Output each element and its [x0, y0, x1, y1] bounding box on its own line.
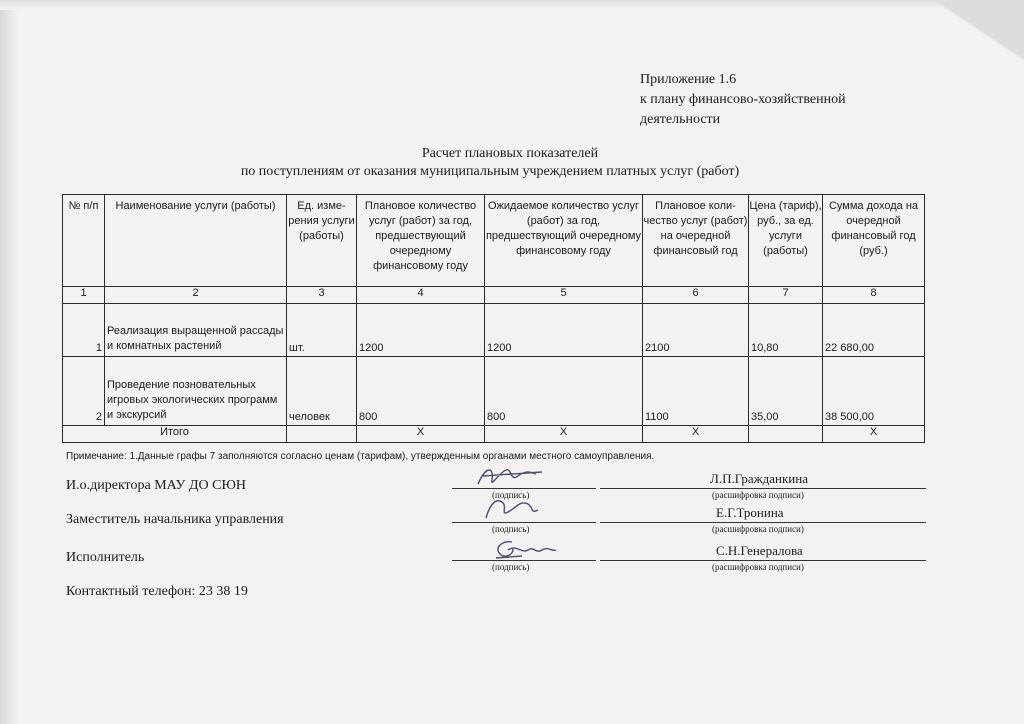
- unit: человек: [289, 411, 330, 423]
- total-c6: Х: [643, 426, 749, 443]
- document-title: Расчет плановых показателей: [421, 146, 599, 161]
- column-number: 8: [823, 287, 925, 304]
- total-empty: [287, 426, 357, 443]
- column-number: 1: [63, 287, 105, 304]
- executor-label: Исполнитель: [66, 550, 145, 565]
- plan-next: 2100: [645, 342, 670, 354]
- appendix-line-1: Приложение 1.6: [640, 72, 737, 87]
- decode-line: [600, 522, 926, 523]
- row-number: 1: [95, 342, 102, 354]
- deputy-name: Е.Г.Тронина: [716, 505, 784, 520]
- deputy-label: Заместитель начальника управления: [66, 512, 284, 527]
- sign-line: [452, 488, 596, 489]
- sign-caption: (подпись): [492, 562, 530, 572]
- appendix-line-2: к плану финансово-хозяйственной: [640, 92, 846, 107]
- sign-caption: (подпись): [492, 490, 530, 500]
- header-cell: Плановое количество услуг (работ) за год, предшествующий очередному финансовому году: [357, 195, 485, 287]
- header-cell: Ед. изме-рения услуги (работы): [287, 195, 357, 287]
- column-number: 6: [643, 287, 749, 304]
- sum: 22 680,00: [825, 342, 874, 354]
- decode-caption: (расшифровка подписи): [712, 490, 804, 500]
- price: 10,80: [751, 342, 779, 354]
- deputy-signature: [478, 494, 548, 524]
- plan-prev: 1200: [359, 342, 384, 354]
- document-subtitle: по поступлениям от оказания муниципальным учреждением платных услуг (работ): [240, 164, 740, 179]
- column-number: 3: [287, 287, 357, 304]
- appendix-line-3: деятельности: [640, 112, 721, 127]
- sign-line: [452, 560, 596, 561]
- expected-prev: 1200: [487, 342, 512, 354]
- column-number: 4: [357, 287, 485, 304]
- header-cell: Сумма дохода на очередной финансовый год (руб.): [823, 195, 925, 287]
- total-label: Итого: [63, 426, 287, 443]
- director-label: И.о.директора МАУ ДО СЮН: [66, 478, 246, 493]
- sum: 38 500,00: [825, 411, 874, 423]
- table-header-row: [63, 195, 925, 287]
- contact-phone: Контактный телефон: 23 38 19: [66, 584, 248, 599]
- column-number-row: [63, 287, 925, 304]
- column-number: 7: [749, 287, 823, 304]
- table-row: [63, 304, 925, 357]
- executor-name: С.Н.Генералова: [716, 543, 803, 558]
- expected-prev: 800: [487, 411, 506, 423]
- unit: шт.: [289, 342, 305, 354]
- total-c5: Х: [485, 426, 643, 443]
- decode-line: [600, 560, 926, 561]
- total-empty: [749, 426, 823, 443]
- table-row: [63, 357, 925, 426]
- column-number: 5: [485, 287, 643, 304]
- page-corner-fold: [934, 0, 1024, 60]
- decode-caption: (расшифровка подписи): [712, 524, 804, 534]
- column-number: 2: [105, 287, 287, 304]
- header-cell: Наименование услуги (работы): [105, 195, 287, 287]
- plan-next: 1100: [645, 411, 669, 423]
- appendix-header: [640, 70, 846, 130]
- total-c8: Х: [823, 426, 925, 443]
- header-cell: Цена (тариф), руб., за ед. услуги (работы): [749, 195, 823, 287]
- service-name: Проведение позновательных игровых экологических программ и экскурсий: [107, 379, 278, 421]
- director-name: Л.П.Гражданкина: [710, 471, 808, 486]
- decode-caption: (расшифровка подписи): [712, 562, 804, 572]
- total-c4: Х: [357, 426, 485, 443]
- row-number: 2: [95, 411, 102, 423]
- header-cell: Плановое коли-чество услуг (работ) на очередной финансовый год: [643, 195, 749, 287]
- scan-shadow-left: [0, 0, 18, 724]
- sign-line: [452, 522, 596, 523]
- price: 35,00: [751, 411, 779, 423]
- services-table: [62, 194, 925, 443]
- header-cell: Ожидаемое количество услуг (работ) за год, предшествующий очередному финансовому году: [485, 195, 643, 287]
- total-row: [63, 426, 925, 443]
- header-cell: № п/п: [63, 195, 105, 287]
- service-name: Реализация выращенной рассады и комнатных растений: [107, 325, 284, 352]
- scan-shadow-top: [0, 0, 1024, 10]
- footnote: Примечание: 1.Данные графы 7 заполняются согласно ценам (тарифам), утвержденным органами местного самоуправления.: [66, 451, 655, 462]
- decode-line: [600, 488, 926, 489]
- sign-caption: (подпись): [492, 524, 530, 534]
- plan-prev: 800: [359, 411, 378, 423]
